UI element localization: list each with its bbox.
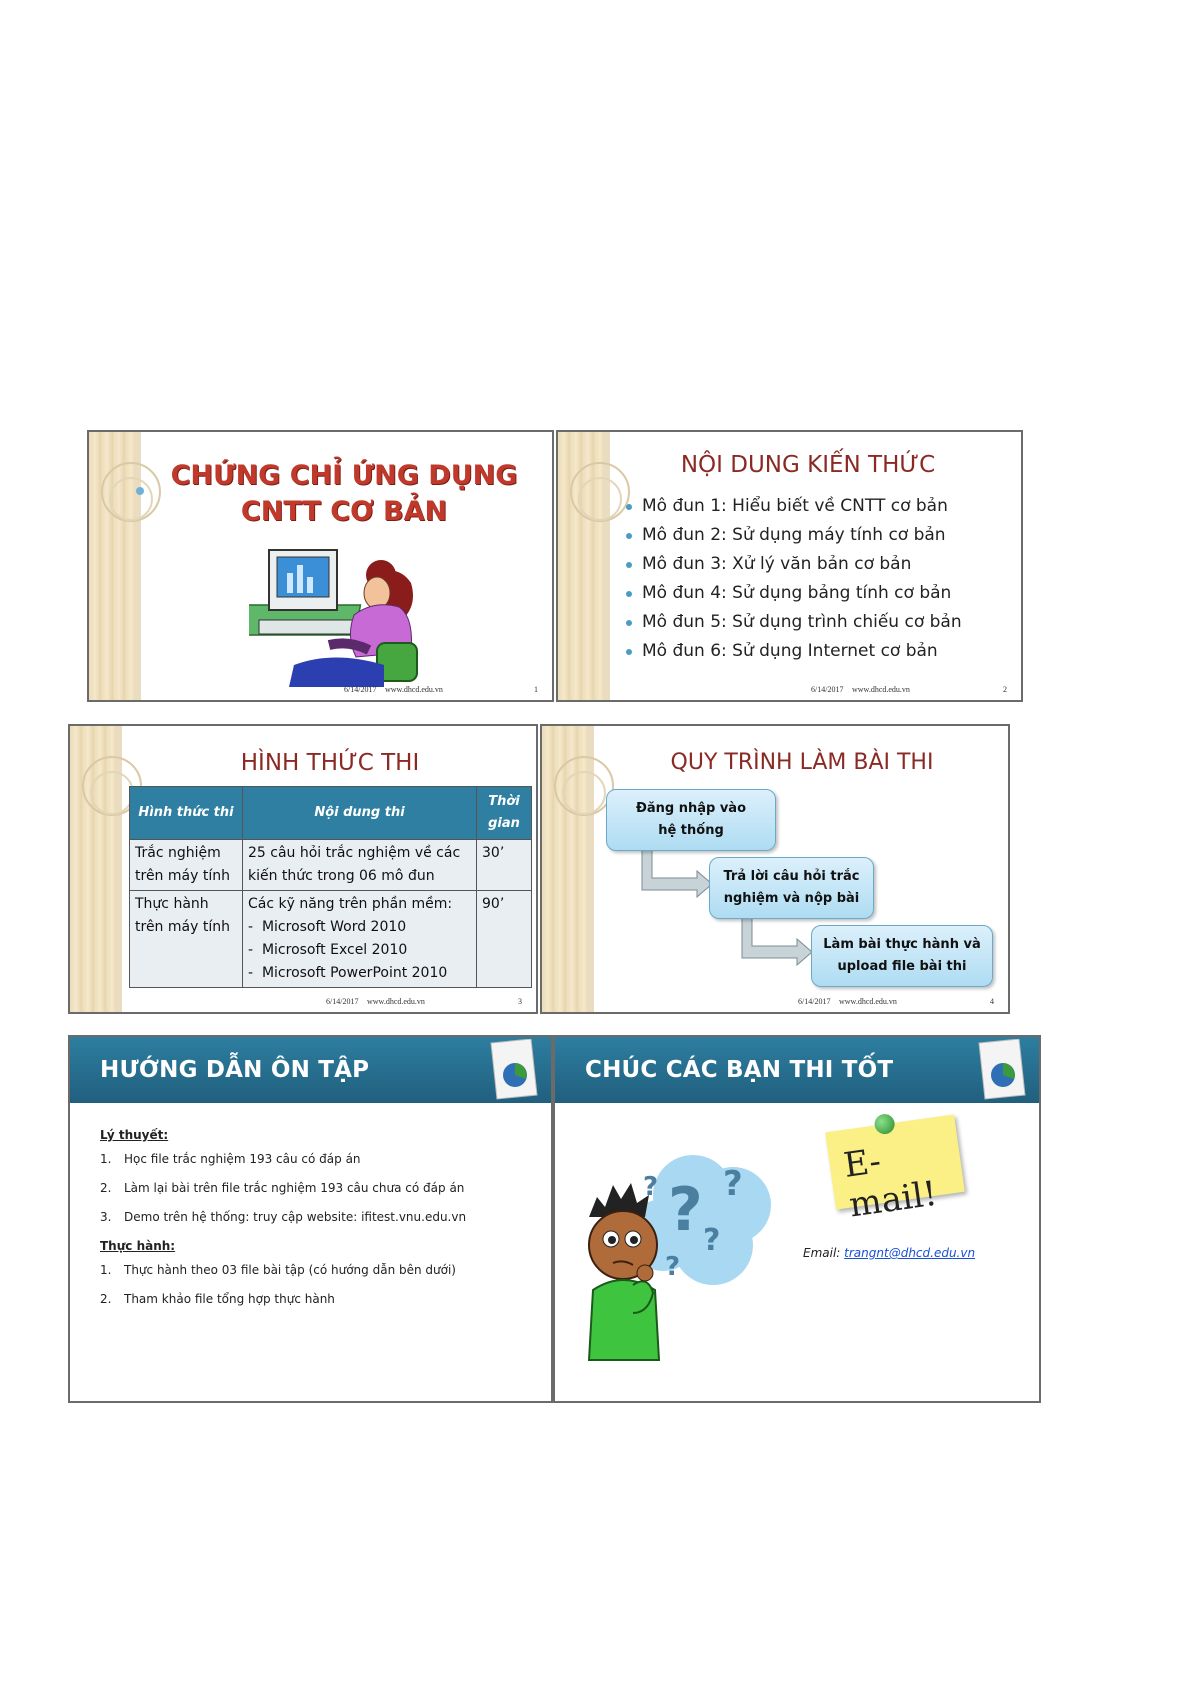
table-cell: 90’ [477,891,532,988]
slide-1 [87,430,554,702]
exam-format-table [129,786,532,988]
flow-step-login: Đăng nhập vào hệ thống [606,789,776,851]
theory-heading: Lý thuyết: [100,1128,169,1142]
module-item: Mô đun 2: Sử dụng máy tính cơ bản [626,521,962,550]
slide-footer-date: 6/14/2017 [326,997,359,1006]
practice-heading: Thực hành: [100,1239,176,1253]
computer-user-illustration [249,545,424,690]
slide-4 [540,724,1010,1014]
email-label: Email: [803,1246,841,1260]
content-item: - Microsoft PowerPoint 2010 [248,965,448,981]
slide-6 [553,1035,1041,1403]
module-item: Mô đun 3: Xử lý văn bản cơ bản [626,550,962,579]
list-item: 1. Học file trắc nghiệm 193 câu có đáp án [100,1152,361,1166]
list-item: 2. Làm lại bài trên file trắc nghiệm 193 câu chưa có đáp án [100,1181,465,1195]
content-intro: Các kỹ năng trên phần mềm: [248,896,453,912]
slide-page-number: 2 [1003,685,1007,694]
slide-title: HÌNH THỨC THI [240,750,420,776]
slide-2 [556,430,1023,702]
table-row [130,840,532,891]
slide-page-number: 1 [534,685,538,694]
title-line-2: CNTT CƠ BẢN [240,496,448,527]
module-item: Mô đun 4: Sử dụng bảng tính cơ bản [626,579,962,608]
chart-doc-icon [487,1039,539,1101]
svg-text:?: ? [643,1172,659,1202]
content-item: - Microsoft Excel 2010 [248,942,408,958]
slide-title: HƯỚNG DẪN ÔN TẬP [100,1057,370,1083]
decor-curl [578,477,622,521]
slide-footer-site: www.dhcd.edu.vn [852,685,910,694]
table-cell: 25 câu hỏi trắc nghiệm về các kiến thức trong 06 mô đun [243,840,477,891]
slide-title: QUY TRÌNH LÀM BÀI THI [670,750,934,775]
slide-footer-site: www.dhcd.edu.vn [367,997,425,1006]
module-item: Mô đun 1: Hiểu biết về CNTT cơ bản [626,492,962,521]
table-header-row [130,787,532,840]
table-header: Nội dung thi [243,787,477,840]
slide-footer-date: 6/14/2017 [798,997,831,1006]
slide-3 [68,724,538,1014]
list-item: 2. Tham khảo file tổng hợp thực hành [100,1292,335,1306]
pushpin-icon [873,1113,896,1136]
email-line [803,1246,975,1260]
table-cell: Trắc nghiệm trên máy tính [130,840,243,891]
slide-5 [68,1035,553,1403]
table-cell: Thực hành trên máy tính [130,891,243,988]
email-sticky-note [825,1114,965,1226]
slide-footer-site: www.dhcd.edu.vn [839,997,897,1006]
svg-text:?: ? [665,1252,681,1282]
slide-footer-date: 6/14/2017 [811,685,844,694]
review-guide [100,1128,540,1321]
slide-footer-date: 6/14/2017 [344,685,377,694]
slide-footer-site: www.dhcd.edu.vn [385,685,443,694]
slide-title [139,458,549,530]
email-link[interactable]: trangnt@dhcd.edu.vn [844,1246,976,1260]
decor-curl [90,771,134,815]
flow-step-answer: Trả lời câu hỏi trắc nghiệm và nộp bài [709,857,874,919]
flow-step-practice: Làm bài thực hành và upload file bài thi [811,925,993,987]
list-item: 3. Demo trên hệ thống: truy cập website: ifitest.vnu.edu.vn [100,1210,467,1224]
slide-page-number: 3 [518,997,522,1006]
email-note-text: E-mail! [841,1141,940,1226]
module-list [626,492,962,666]
svg-text:?: ? [668,1175,703,1245]
table-cell [243,891,477,988]
slide-page-number: 4 [990,997,994,1006]
svg-text:?: ? [703,1223,721,1258]
table-header: Thời gian [477,787,532,840]
table-cell: 30’ [477,840,532,891]
slide-title: CHÚC CÁC BẠN THI TỐT [585,1057,894,1083]
slide-title: NỘI DUNG KIẾN THỨC [680,452,936,478]
table-header: Hình thức thi [130,787,243,840]
title-line-1: CHỨNG CHỈ ỨNG DỤNG [170,460,518,491]
content-item: - Microsoft Word 2010 [248,919,407,935]
list-item: 1. Thực hành theo 03 file bài tập (có hướng dẫn bên dưới) [100,1263,456,1277]
table-row [130,891,532,988]
module-item: Mô đun 6: Sử dụng Internet cơ bản [626,637,962,666]
module-item: Mô đun 5: Sử dụng trình chiếu cơ bản [626,608,962,637]
chart-doc-icon [975,1039,1027,1101]
svg-text:?: ? [723,1164,743,1204]
thinking-boy-illustration [573,1125,783,1365]
